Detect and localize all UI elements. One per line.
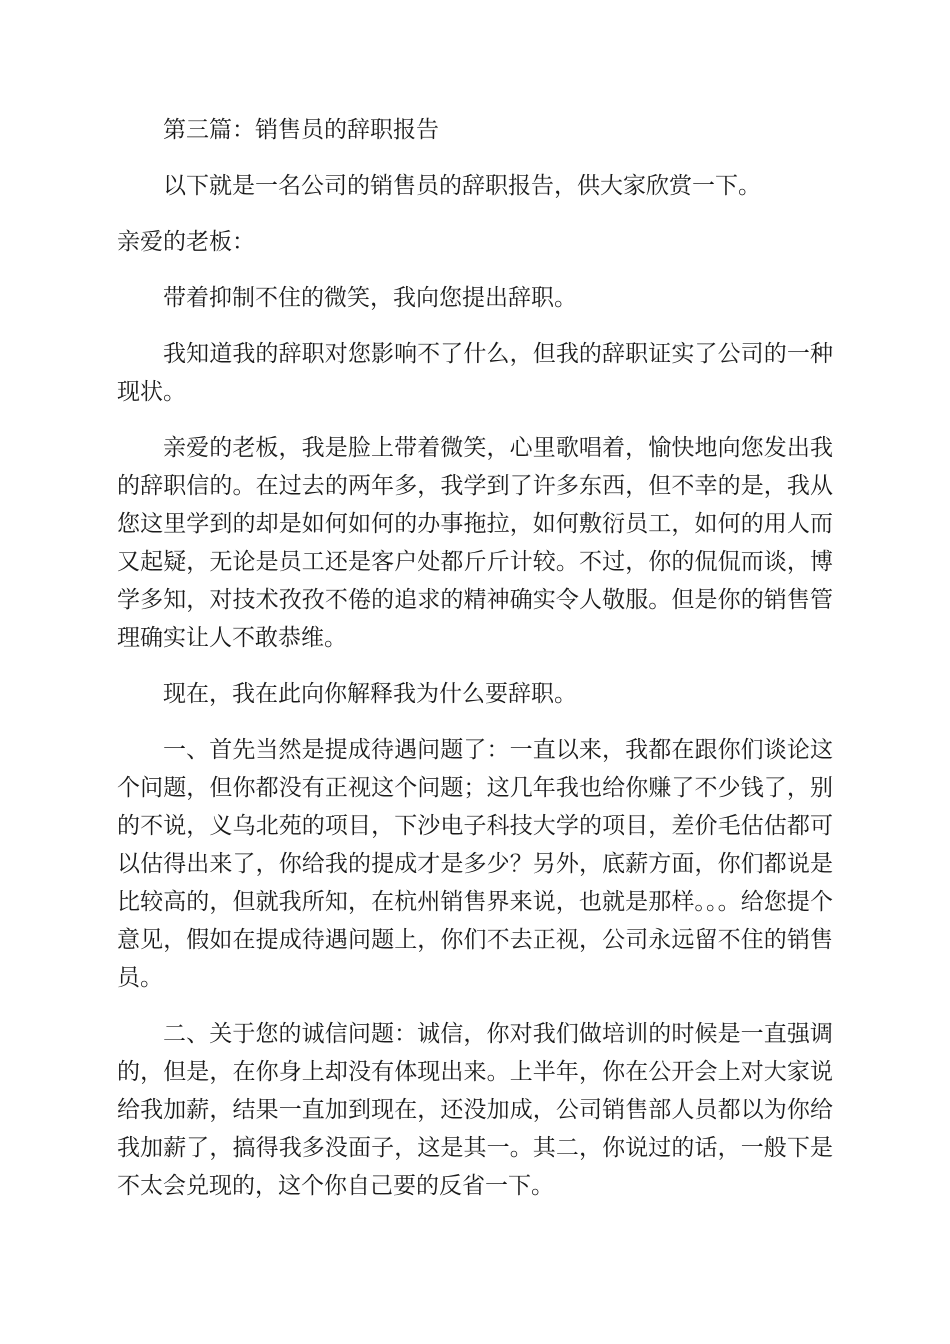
body-paragraph: 现在，我在此向你解释我为什么要辞职。 xyxy=(163,681,577,707)
body-paragraph: 二、关于您的诚信问题：诚信，你对我们做培训的时候是一直强调的，但是，在你身上却没有体现出来。上半年，你在公开会上对大家说给我加薪，结果一直加到现在，还没加成，公司销售部人员都以为你给我加薪了，搞得我多没面子，这是其一。其二，你说过的话，一般下是不太会兑现的，这个你自己要的反省一下。 xyxy=(117,1021,833,1199)
body-paragraph: 亲爱的老板，我是脸上带着微笑，心里歌唱着，愉快地向您发出我的辞职信的。在过去的两年多，我学到了许多东西，但不幸的是，我从您这里学到的却是如何如何的办事拖拉，如何敷衍员工，如何的用人而又起疑，无论是员工还是客户处都斤斤计较。不过，你的侃侃而谈，博学多知，对技术孜孜不倦的追求的精神确实令人敬服。但是你的销售管理确实让人不敢恭维。 xyxy=(117,435,833,651)
intro-paragraph: 以下就是一名公司的销售员的辞职报告，供大家欣赏一下。 xyxy=(163,173,761,199)
salutation: 亲爱的老板： xyxy=(117,229,255,255)
body-paragraph: 带着抑制不住的微笑，我向您提出辞职。 xyxy=(163,285,577,311)
body-paragraph: 我知道我的辞职对您影响不了什么，但我的辞职证实了公司的一种现状。 xyxy=(117,341,833,405)
document-body xyxy=(117,111,833,1223)
document-heading: 第三篇：销售员的辞职报告 xyxy=(163,117,439,143)
body-paragraph: 一、首先当然是提成待遇问题了：一直以来，我都在跟你们谈论这个问题，但你都没有正视这个问题；这几年我也给你赚了不少钱了，别的不说，义乌北苑的项目，下沙电子科技大学的项目，差价毛估估都可以估得出来了，你给我的提成才是多少？另外，底薪方面，你们都说是比较高的，但就我所知，在杭州销售界来说，也就是那样。。。给您提个意见，假如在提成待遇问题上，你们不去正视，公司永远留不住的销售员。 xyxy=(117,737,833,991)
